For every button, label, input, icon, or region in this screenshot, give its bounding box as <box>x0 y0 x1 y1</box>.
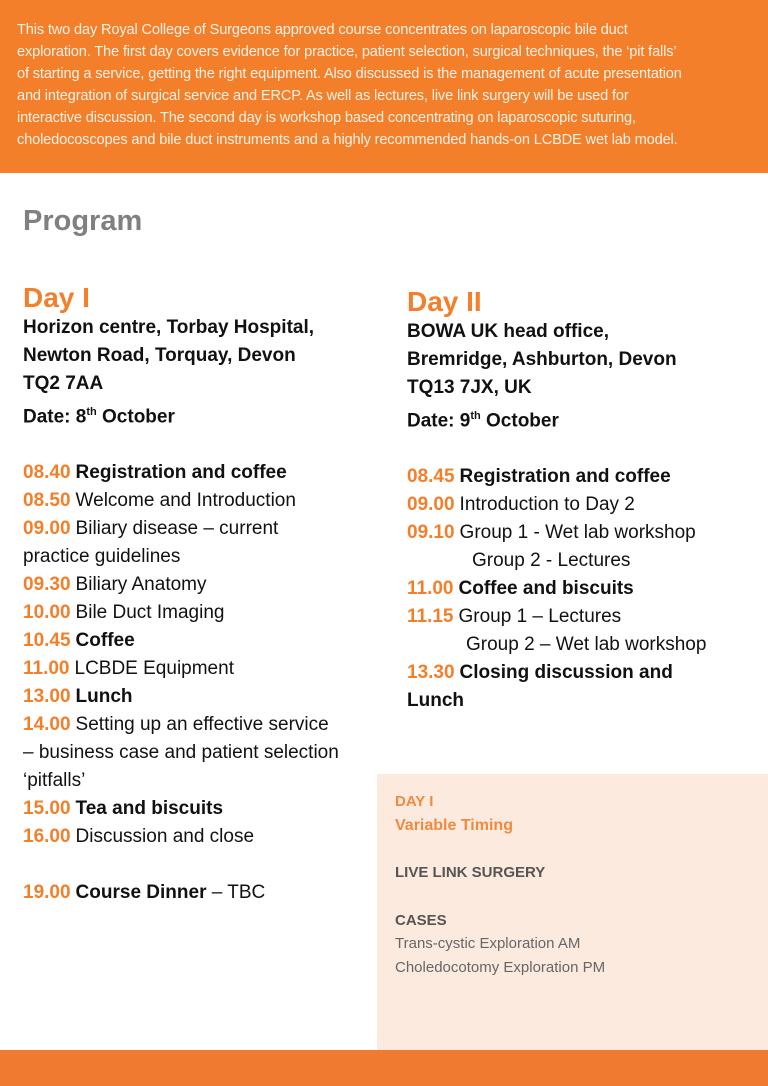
description-line: of starting a service, getting the right equipment. Also discussed is the management of acute presentation <box>17 66 682 82</box>
day2-schedule <box>407 463 768 715</box>
item-time: 10.45 <box>23 630 71 652</box>
item-title: Coffee and biscuits <box>458 578 634 600</box>
day1-address-3: TQ2 7AA <box>23 373 104 394</box>
day2-address-1: BOWA UK head office, <box>407 321 609 342</box>
schedule-item <box>407 603 768 631</box>
item-title: Discussion and close <box>75 826 255 848</box>
day1-date <box>23 398 393 431</box>
item-time: 08.40 <box>23 462 71 484</box>
schedule-item <box>23 627 393 655</box>
item-title: Course Dinner <box>75 882 207 904</box>
box-day: DAY I <box>395 793 434 810</box>
item-time: 09.00 <box>407 494 455 516</box>
item-title: Biliary disease – current <box>75 518 279 540</box>
day2-address-2: Bremridge, Ashburton, Devon <box>407 349 677 370</box>
schedule-item <box>23 879 393 907</box>
day1-column <box>23 282 393 907</box>
item-time: 10.00 <box>23 602 71 624</box>
intro-banner <box>0 0 768 173</box>
item-time: 16.00 <box>23 826 71 848</box>
schedule-item <box>23 823 393 851</box>
item-suffix: – TBC <box>206 882 266 904</box>
day1-address-1: Horizon centre, Torbay Hospital, <box>23 317 315 338</box>
description-line: and integration of surgical service and ERCP. As well as lectures, live link surgery will be used for <box>17 88 629 104</box>
item-title: Introduction to Day 2 <box>459 494 635 516</box>
item-title: Group 1 - Wet lab workshop <box>459 522 696 544</box>
item-title: Welcome and Introduction <box>75 490 296 512</box>
item-title: Registration and coffee <box>75 462 287 484</box>
item-continuation: ‘pitfalls’ <box>23 770 86 792</box>
description-line: choledocoscopes and bile duct instruments and a highly recommended hands-on LCBDE wet lab model. <box>17 132 678 148</box>
date-label: Date: 8 <box>23 406 87 428</box>
box-case-2: Choledocotomy Exploration PM <box>395 959 606 976</box>
schedule-item <box>407 519 768 547</box>
item-continuation: – business case and patient selection <box>23 742 339 764</box>
item-time: 11.15 <box>407 606 454 628</box>
day1-schedule <box>23 459 393 907</box>
item-time: 19.00 <box>23 882 71 904</box>
course-description <box>17 19 762 151</box>
item-time: 15.00 <box>23 798 71 820</box>
item-time: 11.00 <box>23 658 70 680</box>
day2-title: Day II <box>407 286 482 317</box>
item-title: Registration and coffee <box>459 466 671 488</box>
item-time: 13.00 <box>23 686 71 708</box>
day2-date <box>407 402 768 435</box>
page-title: Program <box>23 205 143 237</box>
date-label: Date: 9 <box>407 410 471 432</box>
item-time: 09.30 <box>23 574 71 596</box>
schedule-item <box>23 571 393 599</box>
date-suffix: th <box>86 406 97 418</box>
description-line: This two day Royal College of Surgeons approved course concentrates on laparoscopic bile duct <box>17 22 628 38</box>
date-month: October <box>480 410 559 432</box>
schedule-item <box>23 515 393 543</box>
schedule-item <box>23 459 393 487</box>
box-cases-title: CASES <box>395 912 447 929</box>
item-title: Closing discussion and <box>459 662 673 684</box>
box-live-link: LIVE LINK SURGERY <box>395 864 546 881</box>
item-time: 14.00 <box>23 714 71 736</box>
item-title: Lunch <box>75 686 133 708</box>
day2-column <box>407 286 768 715</box>
item-title: Setting up an effective service <box>75 714 329 736</box>
description-line: interactive discussion. The second day is workshop based concentrating on laparoscopic suturing, <box>17 110 636 126</box>
item-subline: Group 2 - Lectures <box>472 550 631 572</box>
item-title: Bile Duct Imaging <box>75 602 225 624</box>
day2-address-3: TQ13 7JX, UK <box>407 377 532 398</box>
schedule-item <box>407 659 768 687</box>
description-line: exploration. The first day covers evidence for practice, patient selection, surgical techniques, the ‘pit falls’ <box>17 44 677 60</box>
schedule-item <box>23 795 393 823</box>
spacer <box>23 851 393 879</box>
item-title: Group 1 – Lectures <box>458 606 622 628</box>
schedule-item <box>407 463 768 491</box>
schedule-item <box>23 487 393 515</box>
item-continuation: Lunch <box>407 690 464 712</box>
item-title: Tea and biscuits <box>75 798 224 820</box>
item-time: 09.10 <box>407 522 455 544</box>
schedule-item <box>23 711 393 739</box>
item-time: 09.00 <box>23 518 71 540</box>
schedule-item <box>23 599 393 627</box>
item-subline: Group 2 – Wet lab workshop <box>466 634 707 656</box>
item-time: 08.50 <box>23 490 71 512</box>
day1-address-2: Newton Road, Torquay, Devon <box>23 345 296 366</box>
date-month: October <box>96 406 175 428</box>
item-time: 11.00 <box>407 578 454 600</box>
live-surgery-box <box>377 774 768 1050</box>
item-title: LCBDE Equipment <box>74 658 234 680</box>
box-timing: Variable Timing <box>395 817 513 834</box>
item-time: 13.30 <box>407 662 455 684</box>
box-case-1: Trans-cystic Exploration AM <box>395 935 581 952</box>
item-continuation: practice guidelines <box>23 546 181 568</box>
schedule-item <box>407 575 768 603</box>
schedule-item <box>407 491 768 519</box>
item-time: 08.45 <box>407 466 455 488</box>
schedule-item <box>23 655 393 683</box>
item-title: Biliary Anatomy <box>75 574 207 596</box>
footer-bar <box>0 1050 768 1086</box>
day1-title: Day I <box>23 282 90 313</box>
date-suffix: th <box>470 410 481 422</box>
schedule-item <box>23 683 393 711</box>
item-title: Coffee <box>75 630 135 652</box>
